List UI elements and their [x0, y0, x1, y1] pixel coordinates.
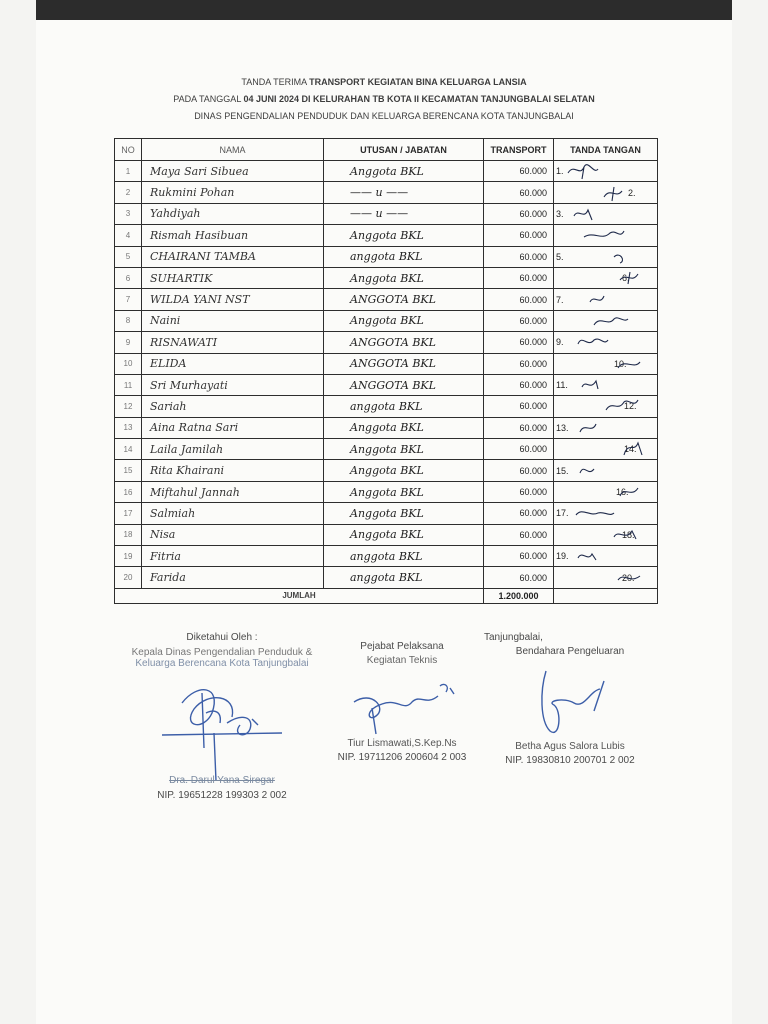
signature-block-middle [322, 641, 482, 763]
scan-top-edge [36, 0, 732, 20]
signature-number: 12. [624, 401, 637, 412]
cell-nama: Miftahul Jannah [142, 481, 324, 502]
right-official-nip: NIP. 19830810 200701 2 002 [505, 755, 635, 766]
cell-tanda-tangan [554, 524, 658, 545]
header-line-3: DINAS PENGENDALIAN PENDUDUK DAN KELUARGA BERENCANA KOTA TANJUNGBALAI [194, 111, 574, 121]
cell-no: 16 [115, 481, 142, 502]
cell-tanda-tangan [554, 225, 658, 246]
cell-utusan: anggota BKL [324, 246, 484, 267]
signature-cell [554, 268, 657, 288]
cell-tanda-tangan [554, 460, 658, 481]
cell-transport: 60.000 [484, 182, 554, 203]
table-row [115, 417, 658, 438]
cell-utusan: —— u —— [324, 182, 484, 203]
handwritten-signature-icon [554, 439, 658, 459]
signature-number: 1. [556, 166, 564, 177]
cell-tanda-tangan [554, 310, 658, 331]
signature-cell [554, 204, 657, 224]
column-header-no: NO [115, 139, 142, 161]
handwritten-signature-icon [554, 503, 658, 523]
cell-nama: ELIDA [142, 353, 324, 374]
cell-tanda-tangan [554, 417, 658, 438]
signature-cell [554, 461, 657, 481]
cell-utusan: Anggota BKL [324, 310, 484, 331]
signature-number: 16. [616, 487, 629, 498]
handwritten-signature-icon [554, 204, 658, 224]
signature-cell [554, 525, 657, 545]
signature-cell [554, 311, 657, 331]
header-line-2 [0, 91, 768, 108]
cell-transport: 60.000 [484, 203, 554, 224]
column-header-transport: TRANSPORT [484, 139, 554, 161]
table-body [115, 161, 658, 589]
middle-title-line-2: Kegiatan Teknis [366, 655, 438, 666]
signature-number: 17. [556, 508, 569, 519]
cell-no: 10 [115, 353, 142, 374]
signature-number: 7. [556, 294, 564, 305]
middle-title-line-1: Pejabat Pelaksana [360, 641, 444, 652]
signature-number: 15. [556, 465, 569, 476]
cell-utusan: Anggota BKL [324, 481, 484, 502]
cell-utusan: Anggota BKL [324, 503, 484, 524]
cell-no: 15 [115, 460, 142, 481]
handwritten-signature-icon [554, 332, 658, 352]
cell-nama: Sariah [142, 396, 324, 417]
column-header-nama: NAMA [142, 139, 324, 161]
handwritten-signature-icon [554, 482, 658, 502]
table-row [115, 353, 658, 374]
middle-official-name: Tiur Lismawati,S.Kep.Ns [347, 738, 457, 749]
cell-nama: Aina Ratna Sari [142, 417, 324, 438]
right-official-name: Betha Agus Salora Lubis [515, 741, 625, 752]
handwritten-signature-icon [554, 183, 658, 203]
cell-nama: Sri Murhayati [142, 374, 324, 395]
cell-utusan: ANGGOTA BKL [324, 353, 484, 374]
table-row [115, 546, 658, 567]
signature-cell [554, 439, 657, 459]
cell-transport: 60.000 [484, 460, 554, 481]
signature-block-left [110, 632, 334, 801]
signature-cell [554, 482, 657, 502]
cell-nama: Naini [142, 310, 324, 331]
left-signature-stamp-icon [142, 673, 302, 783]
signature-cell [554, 418, 657, 438]
left-official-nip: NIP. 19651228 199303 2 002 [157, 790, 287, 801]
cell-nama: Rukmini Pohan [142, 182, 324, 203]
signature-cell [554, 503, 657, 523]
cell-transport: 60.000 [484, 310, 554, 331]
document-header [0, 74, 768, 125]
column-header-utusan: UTUSAN / JABATAN [324, 139, 484, 161]
cell-no: 8 [115, 310, 142, 331]
table-row [115, 203, 658, 224]
signature-number: 19. [556, 551, 569, 562]
table-row [115, 567, 658, 588]
table-row [115, 225, 658, 246]
cell-nama: Maya Sari Sibuea [142, 161, 324, 182]
cell-tanda-tangan [554, 546, 658, 567]
cell-transport: 60.000 [484, 332, 554, 353]
table-row [115, 289, 658, 310]
cell-utusan: Anggota BKL [324, 225, 484, 246]
signature-block-right [470, 632, 670, 766]
cell-tanda-tangan [554, 396, 658, 417]
cell-utusan: Anggota BKL [324, 267, 484, 288]
cell-no: 14 [115, 439, 142, 460]
left-title-line-2: Keluarga Berencana Kota Tanjungbalai [135, 658, 309, 669]
signature-number: 14. [624, 444, 637, 455]
cell-transport: 60.000 [484, 417, 554, 438]
cell-utusan: Anggota BKL [324, 417, 484, 438]
header-line-1 [0, 74, 768, 91]
signature-cell [554, 225, 657, 245]
cell-tanda-tangan [554, 182, 658, 203]
transport-receipt-table [114, 138, 658, 604]
cell-no: 17 [115, 503, 142, 524]
left-official-name: Dra. Darul Yana Siregar [169, 775, 275, 786]
cell-tanda-tangan [554, 439, 658, 460]
signature-cell [554, 332, 657, 352]
cell-no: 12 [115, 396, 142, 417]
cell-tanda-tangan [554, 267, 658, 288]
known-by-label: Diketahui Oleh : [186, 632, 258, 643]
cell-transport: 60.000 [484, 246, 554, 267]
cell-transport: 60.000 [484, 524, 554, 545]
handwritten-signature-icon [554, 396, 658, 416]
table-row [115, 161, 658, 182]
signature-number: 20. [622, 572, 635, 583]
signature-number: 6. [622, 273, 630, 284]
cell-tanda-tangan [554, 332, 658, 353]
table-row [115, 481, 658, 502]
cell-transport: 60.000 [484, 396, 554, 417]
cell-nama: Rismah Hasibuan [142, 225, 324, 246]
cell-tanda-tangan [554, 481, 658, 502]
cell-nama: CHAIRANI TAMBA [142, 246, 324, 267]
signature-cell [554, 354, 657, 374]
table-row [115, 439, 658, 460]
cell-utusan: —— u —— [324, 203, 484, 224]
place-label: Tanjungbalai, [484, 632, 543, 643]
cell-tanda-tangan [554, 374, 658, 395]
cell-tanda-tangan [554, 503, 658, 524]
table-row [115, 460, 658, 481]
cell-no: 6 [115, 267, 142, 288]
handwritten-signature-icon [554, 375, 658, 395]
cell-no: 3 [115, 203, 142, 224]
table-row [115, 246, 658, 267]
total-label: JUMLAH [115, 588, 484, 603]
handwritten-signature-icon [554, 461, 658, 481]
cell-no: 18 [115, 524, 142, 545]
cell-transport: 60.000 [484, 353, 554, 374]
signature-number: 2. [628, 187, 636, 198]
cell-no: 7 [115, 289, 142, 310]
total-empty-cell [554, 588, 658, 603]
column-header-tanda-tangan: TANDA TANGAN [554, 139, 658, 161]
signature-cell [554, 161, 657, 181]
cell-utusan: Anggota BKL [324, 460, 484, 481]
cell-no: 20 [115, 567, 142, 588]
header-line-1-title: TRANSPORT KEGIATAN BINA KELUARGA LANSIA [309, 77, 527, 87]
handwritten-signature-icon [554, 311, 658, 331]
table-row [115, 182, 658, 203]
cell-tanda-tangan [554, 246, 658, 267]
table-row [115, 524, 658, 545]
cell-tanda-tangan [554, 567, 658, 588]
cell-utusan: anggota BKL [324, 546, 484, 567]
cell-nama: Rita Khairani [142, 460, 324, 481]
table-row [115, 396, 658, 417]
cell-utusan: Anggota BKL [324, 524, 484, 545]
cell-utusan: ANGGOTA BKL [324, 332, 484, 353]
cell-nama: Laila Jamilah [142, 439, 324, 460]
cell-nama: RISNAWATI [142, 332, 324, 353]
cell-no: 11 [115, 374, 142, 395]
total-value: 1.200.000 [484, 588, 554, 603]
signature-number: 10. [614, 358, 627, 369]
signature-cell [554, 396, 657, 416]
cell-tanda-tangan [554, 289, 658, 310]
signature-number: 9. [556, 337, 564, 348]
table-row [115, 332, 658, 353]
cell-transport: 60.000 [484, 225, 554, 246]
signature-number: 5. [556, 251, 564, 262]
table-row [115, 310, 658, 331]
signature-number: 13. [556, 422, 569, 433]
cell-nama: Yahdiyah [142, 203, 324, 224]
cell-tanda-tangan [554, 161, 658, 182]
handwritten-signature-icon [554, 525, 658, 545]
cell-utusan: Anggota BKL [324, 439, 484, 460]
cell-utusan: anggota BKL [324, 396, 484, 417]
table-row [115, 374, 658, 395]
cell-transport: 60.000 [484, 439, 554, 460]
cell-transport: 60.000 [484, 267, 554, 288]
header-line-1-prefix: TANDA TERIMA [241, 77, 307, 87]
cell-nama: Salmiah [142, 503, 324, 524]
cell-nama: Fitria [142, 546, 324, 567]
cell-transport: 60.000 [484, 546, 554, 567]
table-row [115, 267, 658, 288]
cell-utusan: ANGGOTA BKL [324, 374, 484, 395]
cell-no: 9 [115, 332, 142, 353]
cell-tanda-tangan [554, 353, 658, 374]
cell-utusan: anggota BKL [324, 567, 484, 588]
cell-transport: 60.000 [484, 481, 554, 502]
signature-cell [554, 546, 657, 566]
signature-cell [554, 183, 657, 203]
cell-nama: Nisa [142, 524, 324, 545]
handwritten-signature-icon [554, 418, 658, 438]
handwritten-signature-icon [554, 354, 658, 374]
cell-transport: 60.000 [484, 161, 554, 182]
cell-transport: 60.000 [484, 374, 554, 395]
handwritten-signature-icon [554, 546, 658, 566]
cell-nama: Farida [142, 567, 324, 588]
signature-number: 11. [556, 380, 568, 391]
middle-official-nip: NIP. 19711206 200604 2 003 [337, 752, 467, 763]
cell-nama: WILDA YANI NST [142, 289, 324, 310]
signature-cell [554, 247, 657, 267]
signature-number: 18. [622, 529, 635, 540]
cell-utusan: Anggota BKL [324, 161, 484, 182]
cell-no: 1 [115, 161, 142, 182]
cell-nama: SUHARTIK [142, 267, 324, 288]
right-title-line-1: Bendahara Pengeluaran [515, 646, 625, 657]
handwritten-signature-icon [554, 568, 658, 588]
cell-no: 5 [115, 246, 142, 267]
table-total-row [115, 588, 658, 603]
cell-tanda-tangan [554, 203, 658, 224]
cell-no: 2 [115, 182, 142, 203]
cell-transport: 60.000 [484, 567, 554, 588]
cell-no: 4 [115, 225, 142, 246]
table-row [115, 503, 658, 524]
cell-transport: 60.000 [484, 503, 554, 524]
cell-transport: 60.000 [484, 289, 554, 310]
cell-utusan: ANGGOTA BKL [324, 289, 484, 310]
middle-signature-icon [342, 672, 462, 742]
header-line-2-date-location: 04 JUNI 2024 DI KELURAHAN TB KOTA II KECAMATAN TANJUNGBALAI SELATAN [243, 94, 595, 104]
signature-cell [554, 568, 657, 588]
cell-no: 19 [115, 546, 142, 567]
signature-cell [554, 375, 657, 395]
right-signature-icon [510, 661, 630, 741]
header-line-2-prefix: PADA TANGGAL [173, 94, 241, 104]
left-title-line-1: Kepala Dinas Pengendalian Penduduk & [131, 647, 313, 658]
signature-cell [554, 290, 657, 310]
handwritten-signature-icon [554, 268, 658, 288]
cell-no: 13 [115, 417, 142, 438]
handwritten-signature-icon [554, 161, 658, 181]
handwritten-signature-icon [554, 225, 658, 245]
table-header-row [115, 139, 658, 161]
handwritten-signature-icon [554, 247, 658, 267]
handwritten-signature-icon [554, 290, 658, 310]
signature-number: 3. [556, 208, 564, 219]
